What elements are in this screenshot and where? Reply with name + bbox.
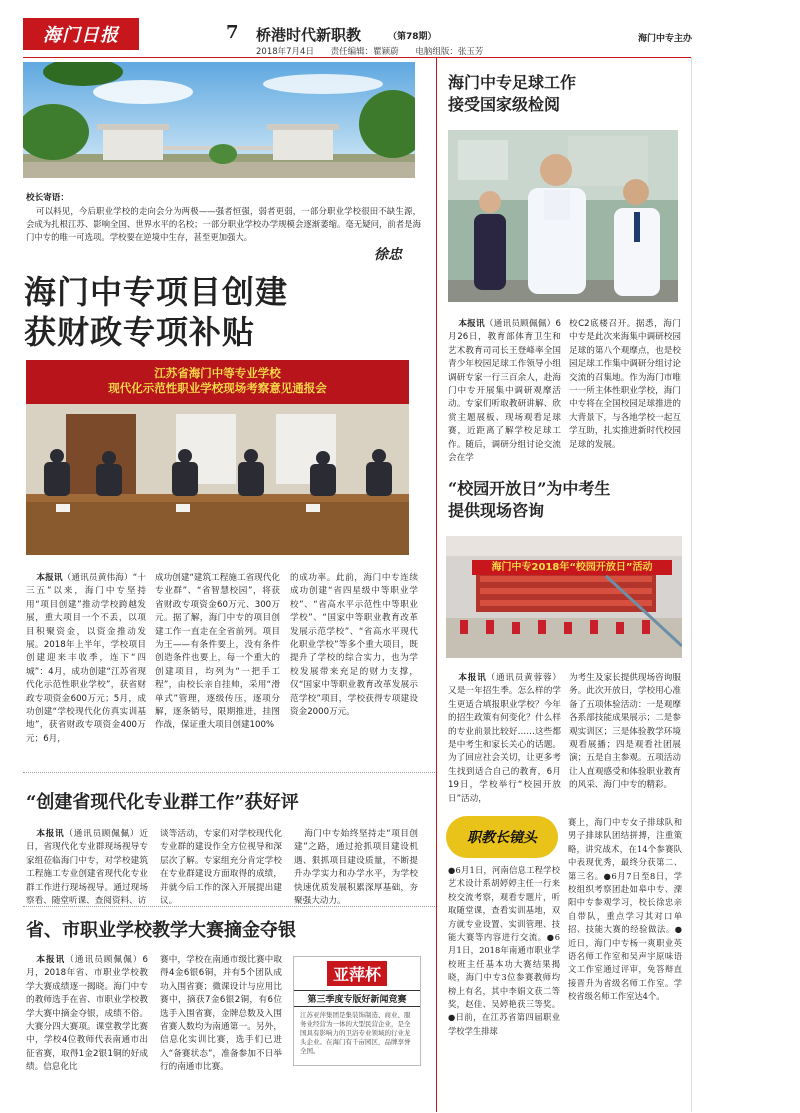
meeting-banner-line1: 江苏省海门中等专业学校 [154,366,281,380]
article2-col2 [160,828,282,908]
football-visit-photo [448,130,678,302]
issue-number: （第78期） [388,32,437,42]
editor: 责任编辑：瞿颖蔚 [330,47,399,57]
article3-byline: 本报讯 [36,955,66,965]
meeting-banner [26,360,409,404]
principal-label: 校长寄语： [26,193,69,203]
column-badge [446,816,558,858]
article5-col1 [448,672,561,806]
column-col2 [568,816,682,1004]
principal-message [26,192,421,244]
divider [23,772,435,773]
designer: 电脑组版：张玉芳 [415,47,484,57]
article1-title-line1: 海门中专项目创建 [24,273,289,311]
article2-headline [26,791,426,815]
date: 2018年7月4日 [256,47,314,57]
section-title: 桥港时代新职教 [256,26,362,44]
ad-brand: 亚萍杯 [327,961,387,986]
ad-subtitle: 第三季度专版好新闻竞赛 [294,990,420,1007]
article1-headline [24,272,424,352]
column-col1 [448,864,560,1038]
page-edge [691,57,692,1112]
article5-col2 [569,672,681,793]
header-meta [256,45,497,57]
article5-byline: 本报讯 [458,673,487,683]
article1-title-line2: 获财政专项补贴 [24,313,256,351]
article2-title: “创建省现代化专业群工作”获好评 [26,792,299,813]
article3-col2 [160,954,282,1075]
article2-col3 [294,828,418,908]
meeting-banner-line2: 现代化示范性职业学校现场考察意见通报会 [108,381,327,395]
article4-text1: 6月26日，教育部体育卫生和艺术教育司司长王登峰率全国青少年校园足球工作领导小组调研专家一行三百余人，赴海门中专开展集中调研观摩活动。专家们听取教研讲解、欣赏主题展板、现场观看足球赛，近距离了解学校足球工作。随后，调研分组讨论交流会在学 [448,319,561,464]
ad-text: 江苏亚萍集团是集装饰制造、商业、服务业经营为一体的大型民营企业，是全国具有影响力的卫浴专业领域的行业龙头企业。在海门有千亩园区，品牌享誉全国。 [300,1011,411,1055]
article4-col1 [448,318,561,465]
meeting-photo [26,360,409,555]
column-text2: 赛上，海门中专女子排球队和男子排球队团结拼搏，注重策略，讲究战术，在14个参赛队中表现优秀，最终分获第二、第三名。●6月7日至8日，学校组织考察团赴如皋中专、溧阳中专参观学习，校长徐忠亲自带队，重点学习其对口单招、技能大赛的经验做法。●近日，海门中专杨一爽职业英语名师工作室和吴声宇原味语文工作室通过评审，免答辩直接晋升为省级名师工作室。学校省级名师工作室达4个。 [568,817,682,1002]
article2-text2: 谈等活动，专家们对学校现代化专业群的建设作全方位视导和深层次了解。专家组充分肯定学校在专业群建设方面取得的成绩，并就今后工作的深入开展提出建议。 [160,829,282,907]
article4-text2: 校C2底楼召开。据悉，海门中专是此次来海集中调研校园足球的第八个观摩点，也是校园足球工作集中调研分组讨论交流的召集地。作为海门市唯一一所主体性职业学校，海门中专将在全国校园足球推进的大背景下，与各地学校一起互学互助，扎实推进新时代校园足球的发展。 [569,319,681,450]
article3-title: 省、市职业学校教学大赛摘金夺银 [26,920,296,941]
article3-text1: 6月，2018年省、市职业学校教学大赛成绩逐一揭晓。海门中专的教师选手在省、市职业学校教学大赛中摘金夺银，成绩不俗。大赛分四大赛项。课堂教学比赛中，学校4位教师代表南通市出征省赛，取得1金2银1铜的好成绩。信息化比 [26,955,148,1073]
article1-text3: 的成功率。此前，海门中专连续成功创建“省四星级中等职业学校”、“省高水平示范性中等职业学校”、“国家中等职业教育改革发展示范学校”、“省高水平现代化职业学校”等多个重大项目，既提升了学校的综合实力，也为学校发展带来充足的财力支撑，仅“国家中等职业教育改革发展示范学校”项目，学校获得专项建设资金2000万元。 [290,573,418,718]
article4-col2 [569,318,681,452]
campus-gate-photo [23,62,415,178]
article2-text1: 近日，省现代化专业群现场视导专家组莅临海门中专，对学校建筑工程施工专业创建省现代化专业群工作进行现场视导。通过现场察看、随堂听课、查阅资料、访 [26,829,148,907]
article2-reporter: （通讯员顾佩佩） [64,829,140,839]
article3-reporter: （通讯员顾佩佩） [65,955,143,965]
article4-title-line1: 海门中专足球工作 [448,73,577,92]
article5-title-line2: 提供现场咨询 [448,501,545,520]
article3-headline [26,919,426,943]
article1-col1 [26,572,146,746]
article1-text2: 成功创建“建筑工程施工省现代化专业群”、“省智慧校园”，将获省财政专项资金60万元、300万元。据了解，海门中专的项目创建工作一直走在全省前列。项目为王——有条件要上，没有条件创造条件也要上，每一个重大的创建项目，均列为“一把手工程”，由校长亲自挂帅，采用“滑单式”管理，逐级传压，逐项分解，逐条销号，限期推进，挂图作战，保证重大项目创建100% [155,573,280,731]
article2-col1 [26,828,148,908]
sponsor-ad [293,956,421,1066]
article1-byline: 本报讯 [36,573,63,583]
open-day-photo [446,536,682,658]
masthead-logo: 海门日报 [23,18,139,50]
column-text1: ●6月1日，河南信息工程学校艺术设计系胡婷婷主任一行来校交流考察，观看专题片，听取随堂课，查看实训基地，双方就专业设置、实训管理、技能大赛等内容进行交流。●6月1日，2018年南通市职业学校班主任基本功大赛结果揭晓，海门中专3位参赛教师均榜上有名，其中李娟文获二等奖，赵佳、吴婷艳获三等奖。●日前，在江苏省第四届职业学校学生排球 [448,865,560,1036]
principal-signature: 徐忠 [374,247,402,263]
principal-text: 可以料见，今后职业学校的走向会分为两极——强者恒强，弱者更弱，一部分职业学校很田不缺生源，会成为扎根江苏、影响全国、世界水平的名校；一部分职业学校办学规模会逐渐萎缩。毫无疑问，前者是海门中专的唯一可选项。学校要在逆境中生存，甚至更加强大。 [26,206,421,242]
article5-text2: 为考生及家长提供现场咨询服务。此次开放日，学校用心准备了五项体验活动：一是观摩各系部技能成果展示；二是参观实训区；三是体验教学环境观看展播；四是观看社团展演；五是自主参观。五项活动让人直观感受和体验职业教育的风采、海门中专的精彩。 [569,673,681,791]
article4-title-line2: 接受国家级检阅 [448,95,561,114]
article2-byline: 本报讯 [36,829,65,839]
article5-title-line1: “校园开放日”为中考生 [448,479,611,498]
article5-text1: 又是一年招生季。怎么样的学生更适合填报职业学校？今年的招生政策有何变化？什么样的专业前景比较好……这些都是中考生和家长关心的话题。为了回应社会关切，让更多考生找到适合自己的教育，6月19日，学校举行“校园开放日”活动， [448,686,561,804]
article4-reporter: （通讯员顾佩佩） [484,319,556,329]
article3-text2: 赛中，学校在南通市级比赛中取得4金6银6铜，并有5个团队成功入围省赛；微课设计与应用比赛中，摘获7金6银2铜，有6位选手入围省赛，金牌总数及入围省赛人数均为南通第一。另外，信息化实训比赛，选手们已进入“备赛状态”，准备参加不日举行的南通市比赛。 [160,955,282,1073]
article1-text1: “十三五”以来，海门中专坚持用“项目创建”推动学校跨越发展，重大项目一个不丢，以项目积聚资金，以资金推动发展。2018年上半年，学校项目创建迎来丰收季，连下“四城”：4月，成功创建“江苏省现代化示范性职业学校”，获省财政专项资金600万元；5月，成功创建“学校现代化仿真实训基地”，获省财政专项资金400万元；6月， [26,573,146,744]
school-tag: 海门中专主办 [637,34,692,44]
article5-reporter: （通讯员黄蓉蓉） [486,673,561,683]
column-divider [436,57,437,1112]
page-number: 7 [226,22,239,43]
article5-headline [448,478,684,522]
divider [23,906,435,907]
article4-byline: 本报讯 [458,319,485,329]
article1-col3 [290,572,418,719]
column-title: 职教长镜头 [467,830,537,846]
article2-text3: 海门中专始终坚持走“项目创建”之路，通过抢抓项目建设机遇、狠抓项目建设质量，不断提升办学实力和办学水平，为学校快速优质发展积累深厚基础，夯聚强大动力。 [294,829,418,907]
article4-headline [448,72,678,116]
header-rule [23,57,691,58]
article1-col2 [155,572,280,733]
article1-reporter: （通讯员黄伟海） [62,573,133,583]
article3-col1 [26,954,148,1075]
open-day-banner: 海门中专2018年“校园开放日”活动 [472,560,672,575]
